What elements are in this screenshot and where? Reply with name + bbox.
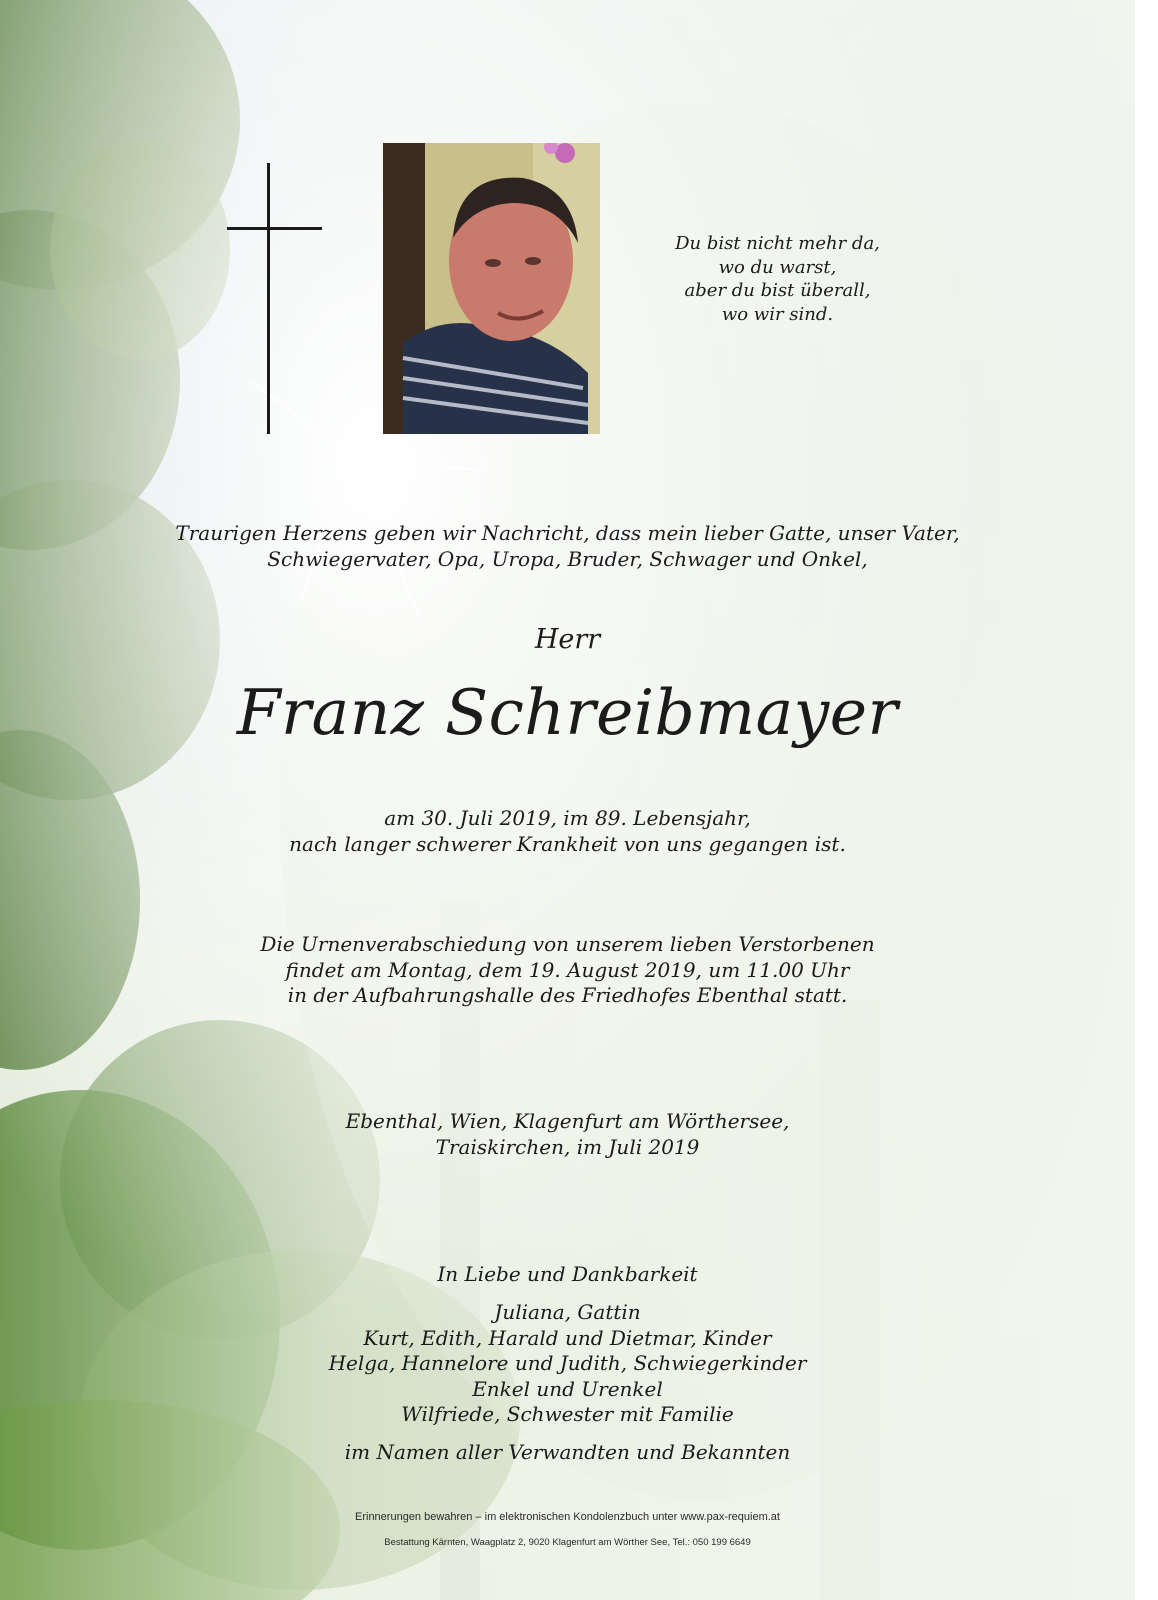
portrait-illustration (383, 143, 600, 434)
ceremony-line: in der Aufbahrungshalle des Friedhofes Ebenthal statt. (287, 983, 848, 1007)
latin-cross-icon (267, 163, 270, 434)
latin-cross-icon-bar (227, 227, 322, 230)
poem-line: wo wir sind. (721, 303, 834, 325)
page-margin (1135, 0, 1158, 1600)
ceremony-line: findet am Montag, dem 19. August 2019, um 11.00 Uhr (285, 957, 850, 982)
death-line: am 30. Juli 2019, im 89. Lebensjahr, (384, 806, 751, 830)
mourners-list (0, 1300, 1135, 1428)
announcement-intro (0, 520, 1135, 572)
place-line: Ebenthal, Wien, Klagenfurt am Wörthersee, (345, 1109, 790, 1133)
deceased-name: Franz Schreibmayer (236, 676, 899, 749)
mourner-line: Kurt, Edith, Harald und Dietmar, Kinder (363, 1325, 772, 1350)
death-details (0, 805, 1135, 857)
mourner-line: Enkel und Urenkel (472, 1376, 663, 1401)
poem-line: wo du warst, (718, 256, 837, 278)
place-and-date (0, 1108, 1135, 1160)
poem (650, 232, 905, 326)
footer-undertaker: Bestattung Kärnten, Waagplatz 2, 9020 Klagenfurt am Wörther See, Tel.: 050 199 6649 (384, 1537, 751, 1548)
mourner-line: Wilfriede, Schwester mit Familie (401, 1402, 734, 1426)
poem-line: aber du bist überall, (684, 280, 871, 301)
poem-line: Du bist nicht mehr da, (675, 233, 880, 254)
signoff-heading: In Liebe und Dankbarkeit (437, 1262, 698, 1286)
portrait-photo (383, 143, 600, 434)
mourner-line: Juliana, Gattin (494, 1300, 641, 1324)
intro-line: Schwiegervater, Opa, Uropa, Bruder, Schwager und Onkel, (267, 547, 868, 571)
death-line: nach langer schwerer Krankheit von uns gegangen ist. (289, 832, 846, 856)
mourner-line: Helga, Hannelore und Judith, Schwiegerkinder (328, 1351, 807, 1375)
place-line: Traiskirchen, im Juli 2019 (435, 1135, 700, 1159)
footer-condolence: Erinnerungen bewahren – im elektronischen Kondolenzbuch unter www.pax-requiem.at (355, 1511, 780, 1523)
honorific: Herr (534, 624, 601, 655)
ceremony-details (0, 932, 1135, 1009)
intro-line: Traurigen Herzens geben wir Nachricht, dass mein lieber Gatte, unser Vater, (175, 521, 960, 545)
ceremony-line: Die Urnenverabschiedung von unserem lieben Verstorbenen (260, 932, 875, 956)
signoff-closing: im Namen aller Verwandten und Bekannten (344, 1440, 791, 1464)
